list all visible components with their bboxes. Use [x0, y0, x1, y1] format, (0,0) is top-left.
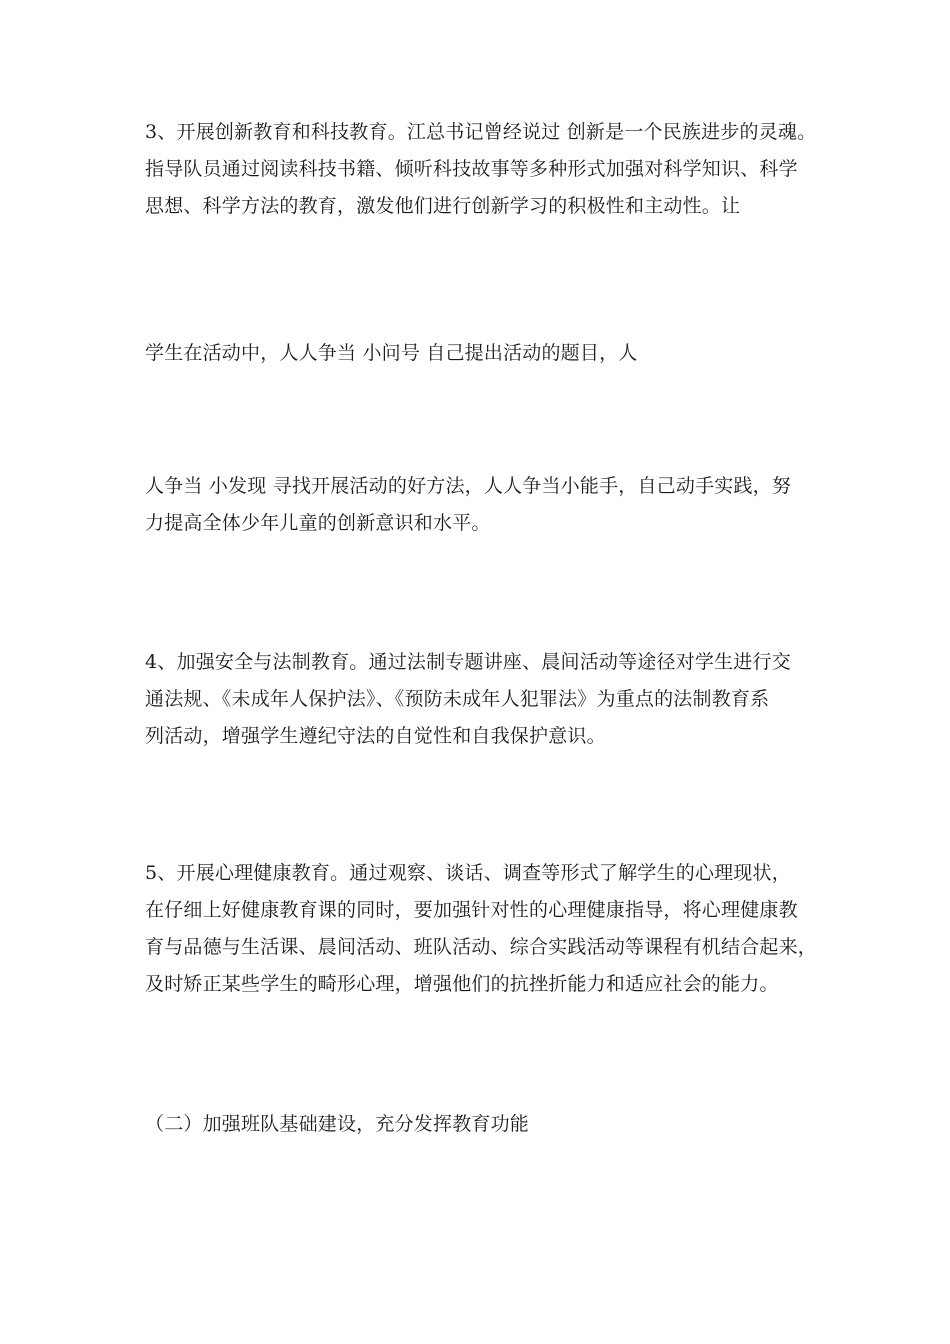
text-line: 在仔细上好健康教育课的同时，要加强针对性的心理健康指导，将心理健康教: [145, 899, 798, 921]
text-line: 人争当 小发现 寻找开展活动的好方法，人人争当小能手，自己动手实践，努: [145, 475, 792, 497]
text-line: 通法规、《未成年人保护法》、《预防未成年人犯罪法》为重点的法制教育系: [145, 688, 770, 710]
text-line: （二）加强班队基础建设，充分发挥教育功能: [145, 1113, 530, 1135]
paragraph-mental-health-education: [145, 855, 825, 1003]
paragraph-discovery: [145, 468, 825, 542]
text-line: 5、开展心理健康教育。通过观察、谈话、调查等形式了解学生的心理现状，: [145, 862, 791, 884]
text-line: 4、加强安全与法制教育。通过法制专题讲座、晨间活动等途径对学生进行交: [145, 651, 791, 673]
text-line: 指导队员通过阅读科技书籍、倾听科技故事等多种形式加强对科学知识、科学: [145, 158, 798, 180]
paragraph-safety-law-education: [145, 644, 825, 755]
text-line: 3、开展创新教育和科技教育。江总书记曾经说过 创新是一个民族进步的灵魂。: [145, 121, 817, 143]
text-line: 及时矫正某些学生的畸形心理，增强他们的抗挫折能力和适应社会的能力。: [145, 973, 779, 995]
section-heading: [145, 1106, 825, 1143]
paragraph-innovation-education: [145, 114, 825, 225]
text-line: 思想、科学方法的教育，激发他们进行创新学习的积极性和主动性。让: [145, 195, 741, 217]
text-line: 列活动，增强学生遵纪守法的自觉性和自我保护意识。: [145, 725, 606, 747]
text-line: 力提高全体少年儿童的创新意识和水平。: [145, 512, 491, 534]
text-line: 学生在活动中，人人争当 小问号 自己提出活动的题目，人: [145, 342, 638, 364]
text-line: 育与品德与生活课、晨间活动、班队活动、综合实践活动等课程有机结合起来，: [145, 936, 818, 958]
paragraph-student-activity: [145, 335, 825, 372]
